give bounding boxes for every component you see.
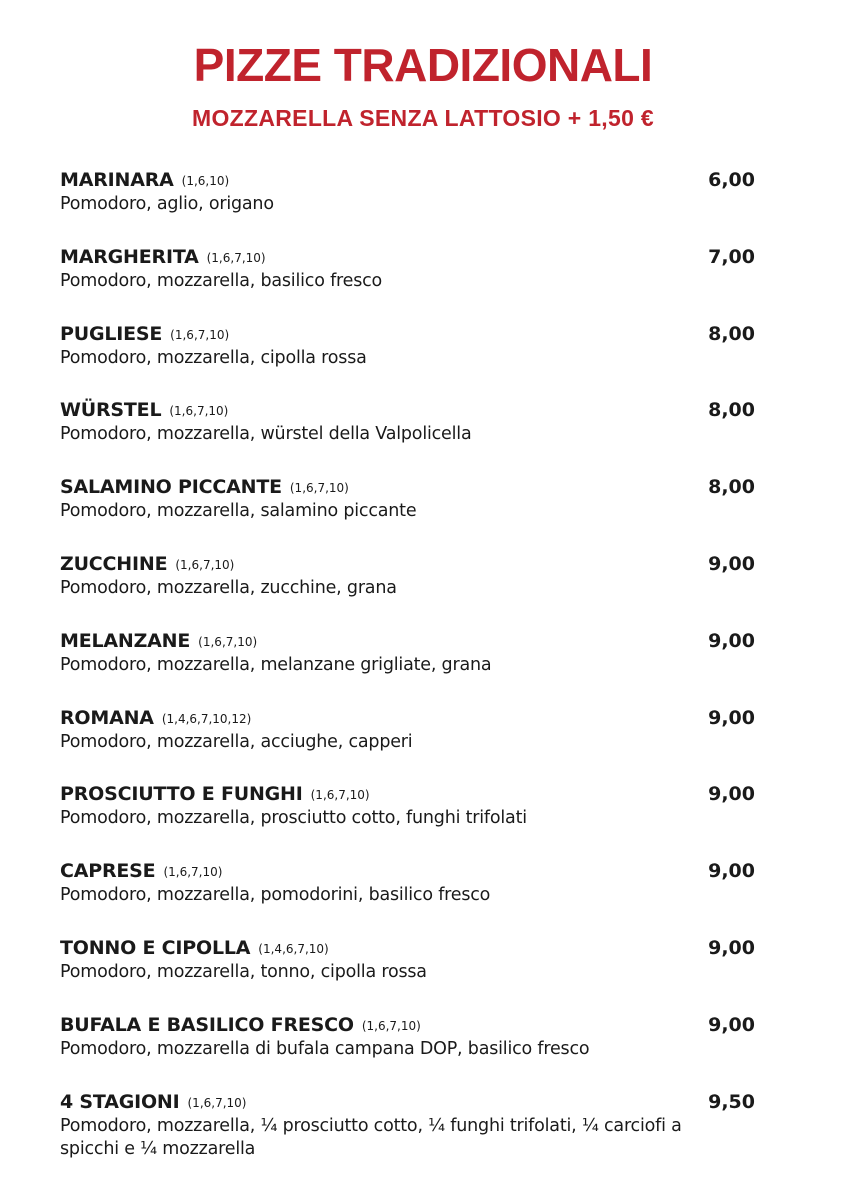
item-name: WÜRSTEL (60, 399, 162, 422)
item-description: Pomodoro, mozzarella, salamino piccante (60, 501, 417, 522)
menu-item (60, 1013, 760, 1090)
item-description: Pomodoro, mozzarella, zucchine, grana (60, 577, 397, 598)
item-allergens: (1,6,7,10) (310, 788, 370, 803)
item-name: SALAMINO PICCANTE (60, 476, 282, 499)
menu-item (60, 706, 760, 783)
item-price: 9,00 (708, 783, 755, 806)
item-allergens: (1,6,10) (181, 174, 230, 188)
item-price: 9,00 (708, 629, 755, 652)
menu-item (60, 322, 760, 399)
item-allergens: (1,4,6,7,10,12) (161, 711, 252, 726)
menu-item (60, 475, 760, 552)
menu-item (60, 168, 760, 245)
item-price: 9,00 (708, 1013, 755, 1036)
item-allergens: (1,6,7,10) (289, 481, 349, 496)
item-name: TONNO E CIPOLLA (60, 936, 251, 959)
item-price: 9,00 (708, 860, 755, 883)
item-name: BUFALA E BASILICO FRESCO (60, 1013, 354, 1036)
menu-item (60, 398, 760, 475)
item-description: Pomodoro, mozzarella, cipolla rossa (60, 347, 367, 368)
item-description: Pomodoro, mozzarella, prosciutto cotto, funghi trifolati (60, 808, 527, 829)
menu-item (60, 245, 760, 322)
item-name: ZUCCHINE (60, 552, 168, 575)
item-name: CAPRESE (60, 860, 156, 883)
item-price: 9,00 (708, 706, 755, 729)
item-allergens: (1,6,7,10) (175, 557, 235, 572)
item-price: 6,00 (708, 169, 755, 191)
item-allergens: (1,6,7,10) (163, 865, 223, 880)
item-description: Pomodoro, aglio, origano (60, 194, 274, 214)
page-title: PIZZE TRADIZIONALI (193, 39, 653, 91)
menu-item (60, 1090, 760, 1161)
item-name: MARINARA (60, 169, 174, 191)
menu-list (60, 168, 760, 1161)
menu-item (60, 552, 760, 629)
item-description: Pomodoro, mozzarella, basilico fresco (60, 270, 383, 291)
item-description: Pomodoro, mozzarella, würstel della Valpolicella (60, 424, 472, 445)
item-price: 8,00 (708, 399, 755, 422)
item-name: PROSCIUTTO E FUNGHI (60, 783, 303, 806)
item-price: 9,00 (708, 936, 755, 959)
item-allergens: (1,6,7,10) (206, 250, 266, 265)
menu-item (60, 859, 760, 936)
item-description: Pomodoro, mozzarella, melanzane grigliate, grana (60, 654, 492, 675)
item-price: 8,00 (708, 476, 755, 499)
item-description: Pomodoro, mozzarella, acciughe, capperi (60, 731, 413, 752)
item-description: Pomodoro, mozzarella di bufala campana DOP, basilico fresco (60, 1038, 590, 1059)
item-name: MELANZANE (60, 629, 191, 652)
item-name: ROMANA (60, 706, 154, 729)
item-description: Pomodoro, mozzarella, tonno, cipolla rossa (60, 961, 427, 982)
item-allergens: (1,6,7,10) (361, 1018, 421, 1033)
item-allergens: (1,6,7,10) (198, 634, 258, 649)
menu-item (60, 782, 760, 859)
menu-item (60, 629, 760, 706)
item-name: MARGHERITA (60, 245, 199, 268)
item-allergens: (1,6,7,10) (169, 404, 229, 419)
item-name: 4 STAGIONI (60, 1090, 180, 1113)
item-allergens: (1,6,7,10) (187, 1095, 247, 1110)
item-price: 7,00 (708, 245, 755, 268)
item-description: Pomodoro, mozzarella, pomodorini, basilico fresco (60, 885, 491, 906)
item-price: 8,00 (708, 322, 755, 345)
item-price: 9,00 (708, 552, 755, 575)
page-subtitle: MOZZARELLA SENZA LATTOSIO + 1,50 € (192, 105, 654, 131)
item-price: 9,50 (708, 1090, 755, 1113)
item-allergens: (1,4,6,7,10) (258, 941, 329, 956)
item-name: PUGLIESE (60, 322, 163, 345)
item-allergens: (1,6,7,10) (170, 327, 230, 342)
item-description: Pomodoro, mozzarella, ¼ prosciutto cotto, ¼ funghi trifolati, ¼ carciofi a spicchi e ¼ mozzarella (60, 1115, 682, 1159)
menu-item (60, 936, 760, 1013)
